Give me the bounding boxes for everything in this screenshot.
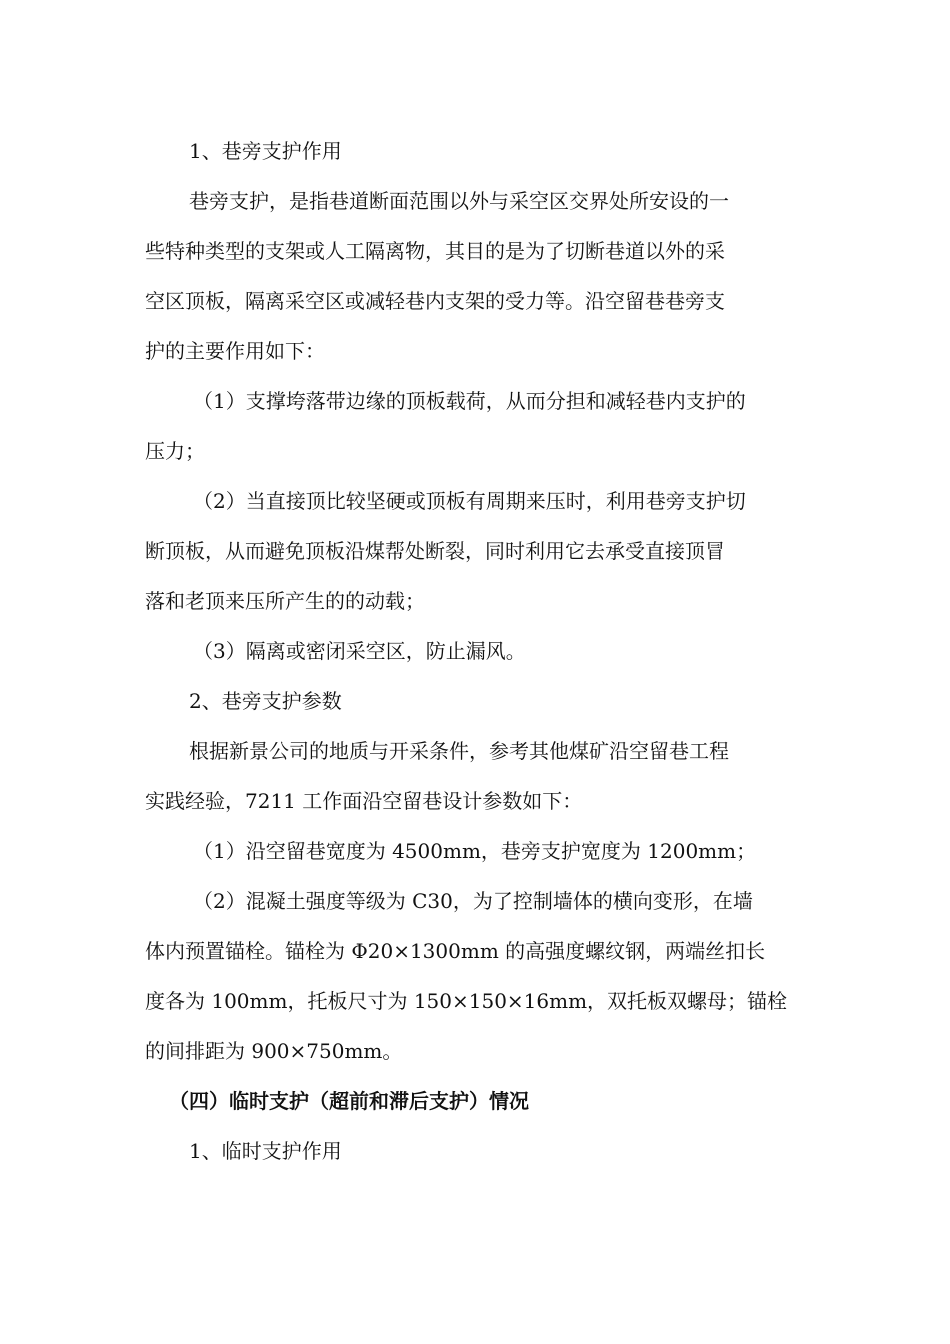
parameter-item-2-line: 度各为 100mm，托板尺寸为 150×150×16mm，双托板双螺母；锚栓 bbox=[145, 989, 788, 1013]
paragraph-line: 巷旁支护，是指巷道断面范围以外与采空区交界处所安设的一 bbox=[189, 189, 729, 213]
paragraph-line: 些特种类型的支架或人工隔离物，其目的是为了切断巷道以外的采 bbox=[145, 239, 725, 263]
parameter-item-2-line: 的间排距为 900×750mm。 bbox=[145, 1039, 403, 1063]
list-item-1-line: （1）支撑垮落带边缘的顶板载荷，从而分担和减轻巷内支护的 bbox=[193, 389, 746, 413]
list-item-3-line: （3）隔离或密闭采空区，防止漏风。 bbox=[193, 639, 526, 663]
subheading-support-function: 1、巷旁支护作用 bbox=[189, 139, 342, 163]
subheading-temporary-support-function: 1、临时支护作用 bbox=[189, 1139, 342, 1163]
subheading-support-parameters: 2、巷旁支护参数 bbox=[189, 689, 342, 713]
paragraph-line: 护的主要作用如下： bbox=[145, 339, 325, 363]
parameter-item-2-line: （2）混凝土强度等级为 C30，为了控制墙体的横向变形，在墙 bbox=[193, 889, 753, 913]
section-heading-temporary-support: （四）临时支护（超前和滞后支护）情况 bbox=[169, 1089, 529, 1113]
paragraph-line: 空区顶板，隔离采空区或减轻巷内支架的受力等。沿空留巷巷旁支 bbox=[145, 289, 725, 313]
paragraph-line: 实践经验，7211 工作面沿空留巷设计参数如下： bbox=[145, 789, 583, 813]
list-item-2-line: （2）当直接顶比较坚硬或顶板有周期来压时，利用巷旁支护切 bbox=[193, 489, 746, 513]
parameter-item-1-line: （1）沿空留巷宽度为 4500mm，巷旁支护宽度为 1200mm； bbox=[193, 839, 757, 863]
document-body bbox=[145, 126, 807, 1176]
list-item-2-line: 断顶板，从而避免顶板沿煤帮处断裂，同时利用它去承受直接顶冒 bbox=[145, 539, 725, 563]
paragraph-line: 根据新景公司的地质与开采条件，参考其他煤矿沿空留巷工程 bbox=[189, 739, 729, 763]
list-item-1-line: 压力； bbox=[145, 439, 205, 463]
list-item-2-line: 落和老顶来压所产生的的动载； bbox=[145, 589, 425, 613]
parameter-item-2-line: 体内预置锚栓。锚栓为 Φ20×1300mm 的高强度螺纹钢，两端丝扣长 bbox=[145, 939, 766, 963]
